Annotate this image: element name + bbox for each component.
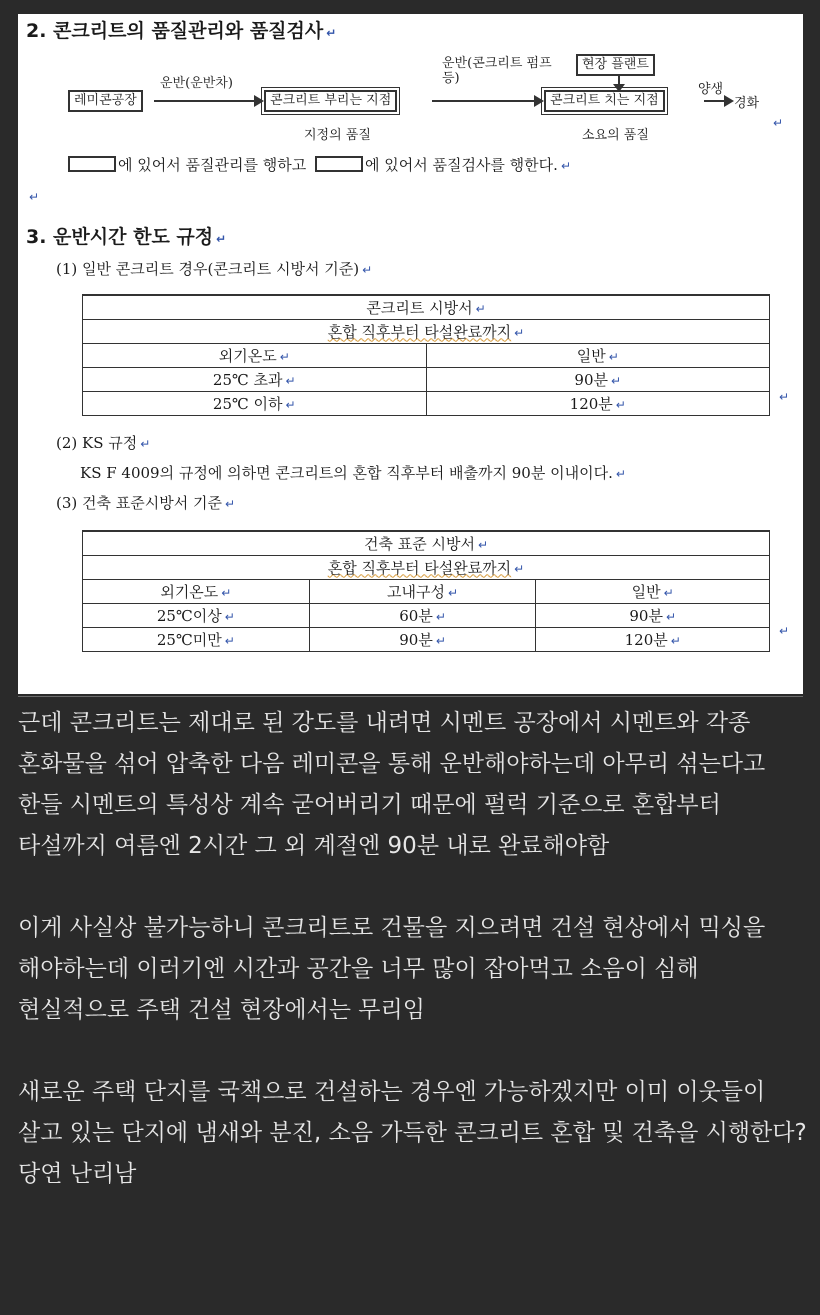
- arrowhead-icon: [724, 95, 734, 107]
- blank-box: [315, 156, 363, 172]
- spec-table-1: [82, 294, 770, 416]
- table1-cell: 90분 ↵: [426, 367, 770, 391]
- table-row: [83, 367, 770, 391]
- post-commentary: [18, 703, 808, 1236]
- table2-header-general: 일반 ↵: [536, 579, 770, 603]
- arrowhead-icon: [254, 95, 264, 107]
- site-plant-box: 현장 플랜트: [576, 54, 655, 76]
- quality-sentence: 에 있어서 품질관리를 행하고 에 있어서 품질검사를 행한다. ↵: [68, 154, 571, 175]
- specified-quality-label: 지정의 품질: [304, 128, 371, 143]
- table2-header-durable: 고내구성 ↵: [309, 579, 536, 603]
- table1-cell: 120분 ↵: [426, 391, 770, 415]
- transport-pump-label: 운반(콘크리트 펌프 등): [442, 56, 552, 86]
- table2-cell: 60분 ↵: [309, 603, 536, 627]
- required-quality-label: 소요의 품질: [582, 128, 649, 143]
- table-row: [83, 391, 770, 415]
- table-row: [83, 627, 770, 651]
- arrow-to-delivery: [154, 100, 254, 102]
- table1-header-general: 일반 ↵: [426, 343, 770, 367]
- table2-title: 건축 표준 시방서 ↵: [83, 531, 770, 555]
- hardening-label: 경화: [734, 96, 760, 111]
- table2-header-temp: 외기온도 ↵: [83, 579, 310, 603]
- arrow-to-placement: [432, 100, 536, 102]
- table2-cell: 25℃이상 ↵: [83, 603, 310, 627]
- commentary-paragraph: 근데 콘크리트는 제대로 된 강도를 내려면 시멘트 공장에서 시멘트와 각종 혼화물을 섞어 압축한 다음 레미콘을 통해 운반해야하는데 아무리 섞는다고 한들 시멘트의 특성상 계속 굳어버리기 때문에 펄럭 기준으로 혼합부터 타설까지 여름엔 2시간 그 외 계절엔 90분 내로 완료해야함: [18, 710, 766, 859]
- transport-truck-label: 운반(운반차): [160, 76, 233, 91]
- table1-title: 콘크리트 시방서 ↵: [83, 295, 770, 319]
- curing-label: 양생: [698, 82, 724, 97]
- scanned-document: 2. 콘크리트의 품질관리와 품질검사 ↵ 레미콘공장 운반(운반차) 콘크리트 부리는 지점 지정의 품질 운반(콘크리트 펌프 등) 현장 플랜트 콘크리트 치는 지점 소요의 품질 양생 경화 ↵ 에 있어서 품질관리를 행하고 에 있어서 품질검사를 행한다. ↵ ↵ 3. 운반시간 한도 규정 ↵ (1) 일반 콘크리트 경우(콘크리트 시방서 기준) ↵ 콘크리트 시방서 ↵ 혼합 직후부터 타설완료까지 ↵ 외기온도 ↵ 일반 ↵ 25℃ 초과 ↵ 90분 ↵ 25℃ 이하 ↵ 120분 ↵ ↵ (2) KS 규정 ↵ KS F 4009의 규정에 의하면 콘크리트의 혼합 직후부터 배출까지 90분 이내이다. ↵ (3) 건축 표준시방서 기준 ↵ 건축 표준 시방서 ↵ 혼합 직후부터 타설완료까지 ↵ 외기온도 ↵ 고내구성 ↵ 일반 ↵ 25℃이상 ↵ 60분 ↵ 90분 ↵ 25℃미만 ↵ 90분 ↵ 120분 ↵ ↵: [18, 14, 803, 694]
- section-3-heading: 3. 운반시간 한도 규정 ↵: [26, 226, 227, 248]
- arrowhead-icon: [534, 95, 544, 107]
- item-2-label: (2) KS 규정 ↵: [56, 434, 151, 452]
- arrow-to-hardening: [704, 100, 726, 102]
- table-row: [83, 603, 770, 627]
- placement-point-box: 콘크리트 치는 지점: [544, 90, 665, 112]
- table1-cell: 25℃ 초과 ↵: [83, 367, 427, 391]
- table2-cell: 90분 ↵: [309, 627, 536, 651]
- item-1-label: (1) 일반 콘크리트 경우(콘크리트 시방서 기준) ↵: [56, 260, 373, 278]
- commentary-paragraph: 이게 사실상 불가능하니 콘크리트로 건물을 지으려면 건설 현상에서 믹싱을 해야하는데 이러기엔 시간과 공간을 너무 많이 잡아먹고 소음이 심해 현실적으로 주택 건설 현장에서는 무리임: [18, 915, 766, 1023]
- table2-subtitle: 혼합 직후부터 타설완료까지 ↵: [83, 555, 770, 579]
- spec-table-2: [82, 530, 770, 652]
- table1-header-temp: 외기온도 ↵: [83, 343, 427, 367]
- table2-cell: 90분 ↵: [536, 603, 770, 627]
- document-divider: [18, 696, 803, 697]
- ready-mix-plant-box: 레미콘공장: [68, 90, 143, 112]
- section-2-heading: 2. 콘크리트의 품질관리와 품질검사 ↵: [26, 20, 337, 42]
- blank-box: [68, 156, 116, 172]
- table1-cell: 25℃ 이하 ↵: [83, 391, 427, 415]
- commentary-paragraph: 새로운 주택 단지를 국책으로 건설하는 경우엔 가능하겠지만 이미 이웃들이 살고 있는 단지에 냄새와 분진, 소음 가득한 콘크리트 혼합 및 건축을 시행한다? 당연 난리남: [18, 1079, 807, 1187]
- item-3-label: (3) 건축 표준시방서 기준 ↵: [56, 494, 236, 512]
- table2-cell: 120분 ↵: [536, 627, 770, 651]
- table2-cell: 25℃미만 ↵: [83, 627, 310, 651]
- delivery-point-box: 콘크리트 부리는 지점: [264, 90, 397, 112]
- table1-subtitle: 혼합 직후부터 타설완료까지 ↵: [83, 319, 770, 343]
- item-2-text: KS F 4009의 규정에 의하면 콘크리트의 혼합 직후부터 배출까지 90분 이내이다. ↵: [80, 464, 626, 482]
